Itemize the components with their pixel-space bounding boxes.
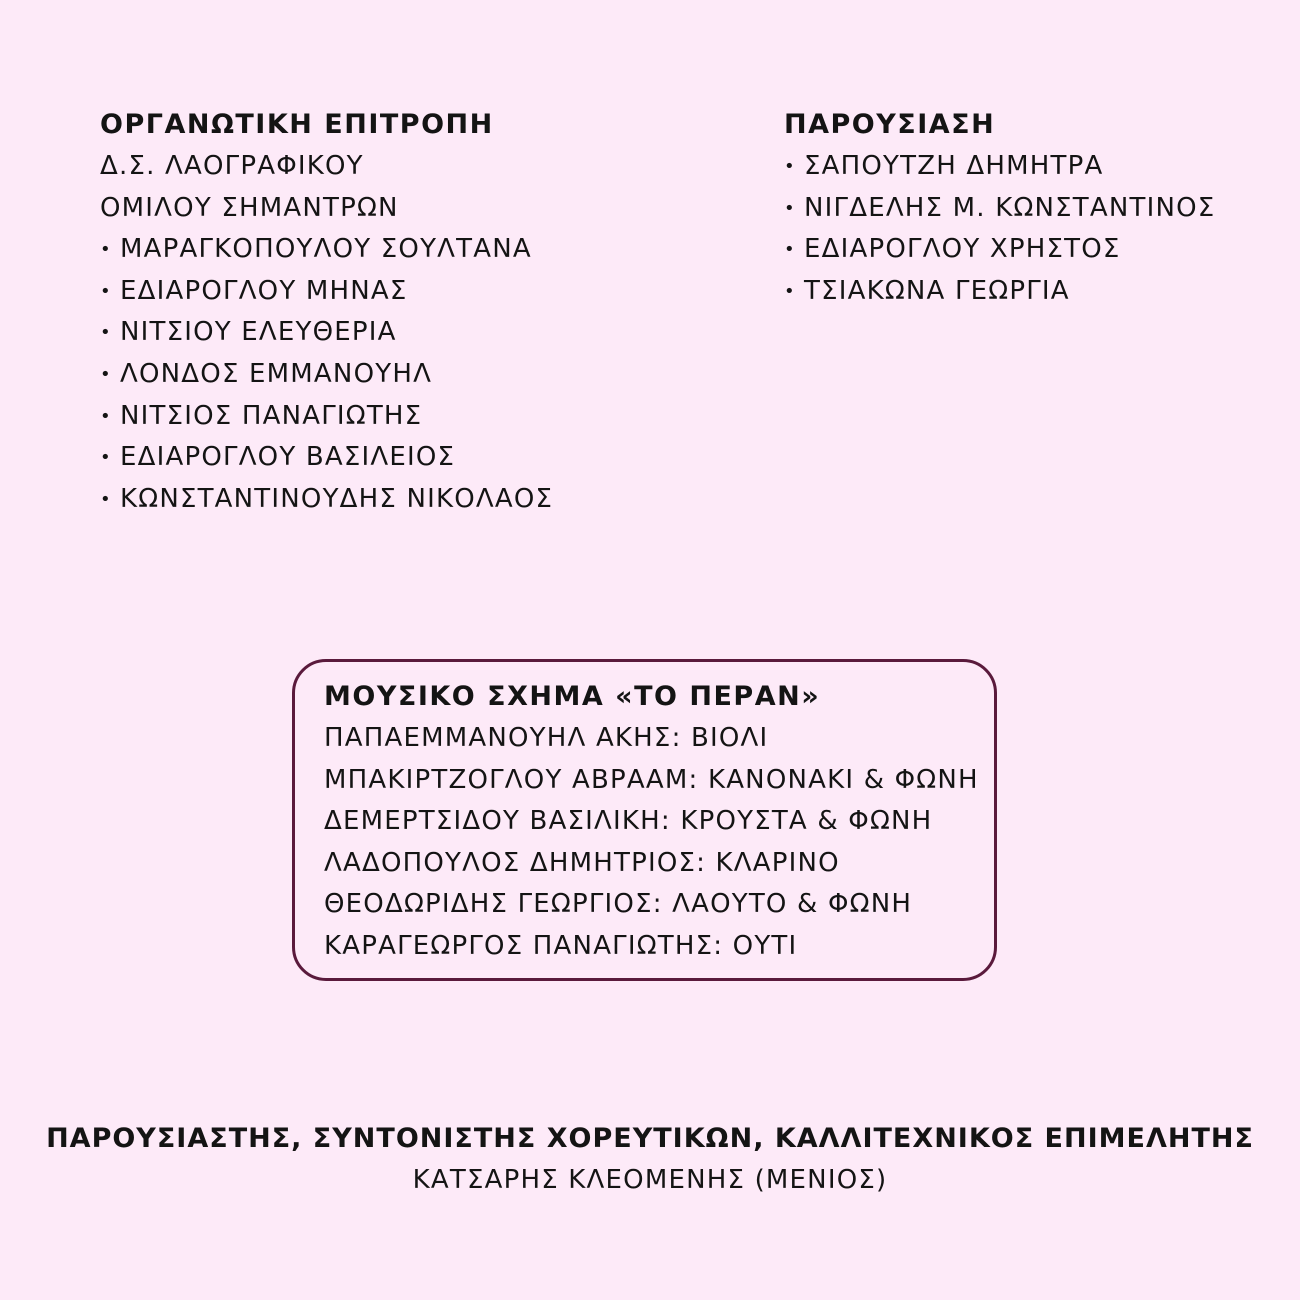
presentation-member: • ΣΑΠΟΥΤΖΗ ΔΗΜΗΤΡΑ bbox=[784, 146, 1264, 188]
committee-member: • ΕΔΙΑΡΟΓΛΟΥ ΜΗΝΑΣ bbox=[100, 271, 700, 313]
presentation-member: • ΤΣΙΑΚΩΝΑ ΓΕΩΡΓΙΑ bbox=[784, 271, 1264, 313]
committee-member-list bbox=[100, 229, 700, 520]
music-ensemble-box bbox=[292, 659, 997, 981]
musician-line: ΛΑΔΟΠΟΥΛΟΣ ΔΗΜΗΤΡΙΟΣ: ΚΛΑΡΙΝΟ bbox=[324, 847, 840, 878]
credits-section bbox=[0, 1118, 1300, 1202]
credits-name: ΚΑΤΣΑΡΗΣ ΚΛΕΟΜΕΝΗΣ (ΜΕΝΙΟΣ) bbox=[412, 1165, 888, 1195]
presentation-member: • ΝΙΓΔΕΛΗΣ Μ. ΚΩΝΣΤΑΝΤΙΝΟΣ bbox=[784, 188, 1264, 230]
committee-member: • ΝΙΤΣΙΟΣ ΠΑΝΑΓΙΩΤΗΣ bbox=[100, 396, 700, 438]
musician-line: ΜΠΑΚΙΡΤΖΟΓΛΟΥ ΑΒΡΑΑΜ: ΚΑΝΟΝΑΚΙ & ΦΩΝΗ bbox=[324, 764, 979, 795]
committee-subtitle-line-1: Δ.Σ. ΛΑΟΓΡΑΦΙΚΟΥ bbox=[100, 151, 364, 181]
musician-line: ΚΑΡΑΓΕΩΡΓΟΣ ΠΑΝΑΓΙΩΤΗΣ: ΟΥΤΙ bbox=[324, 930, 798, 961]
committee-member: • ΛΟΝΔΟΣ ΕΜΜΑΝΟΥΗΛ bbox=[100, 354, 700, 396]
musician-line: ΔΕΜΕΡΤΣΙΔΟΥ ΒΑΣΙΛΙΚΗ: ΚΡΟΥΣΤΑ & ΦΩΝΗ bbox=[324, 806, 933, 837]
musician-line: ΘΕΟΔΩΡΙΔΗΣ ΓΕΩΡΓΙΟΣ: ΛΑΟΥΤΟ & ΦΩΝΗ bbox=[324, 889, 913, 920]
presentation-title: ΠΑΡΟΥΣΙΑΣΗ bbox=[784, 109, 996, 140]
organizing-committee-title: ΟΡΓΑΝΩΤΙΚΗ ΕΠΙΤΡΟΠΗ bbox=[100, 109, 494, 140]
committee-member: • ΝΙΤΣΙΟΥ ΕΛΕΥΘΕΡΙΑ bbox=[100, 312, 700, 354]
music-ensemble-title: ΜΟΥΣΙΚΟ ΣΧΗΜΑ «ΤΟ ΠΕΡΑΝ» bbox=[324, 681, 821, 712]
presentation-member-list bbox=[784, 146, 1264, 312]
musician-line: ΠΑΠΑΕΜΜΑΝΟΥΗΛ ΑΚΗΣ: ΒΙΟΛΙ bbox=[324, 723, 769, 753]
presentation-section bbox=[784, 104, 1264, 312]
committee-subtitle-line-2: ΟΜΙΛΟΥ ΣΗΜΑΝΤΡΩΝ bbox=[100, 192, 399, 223]
committee-member: • ΚΩΝΣΤΑΝΤΙΝΟΥΔΗΣ ΝΙΚΟΛΑΟΣ bbox=[100, 479, 700, 521]
committee-member: • ΕΔΙΑΡΟΓΛΟΥ ΒΑΣΙΛΕΙΟΣ bbox=[100, 437, 700, 479]
committee-member: • ΜΑΡΑΓΚΟΠΟΥΛΟΥ ΣΟΥΛΤΑΝΑ bbox=[100, 229, 700, 271]
presentation-member: • ΕΔΙΑΡΟΓΛΟΥ ΧΡΗΣΤΟΣ bbox=[784, 229, 1264, 271]
organizing-committee-section bbox=[100, 104, 700, 520]
credits-roles: ΠΑΡΟΥΣΙΑΣΤΗΣ, ΣΥΝΤΟΝΙΣΤΗΣ ΧΟΡΕΥΤΙΚΩΝ, ΚΑΛΛΙΤΕΧΝΙΚΟΣ ΕΠΙΜΕΛΗΤΗΣ bbox=[46, 1123, 1254, 1154]
